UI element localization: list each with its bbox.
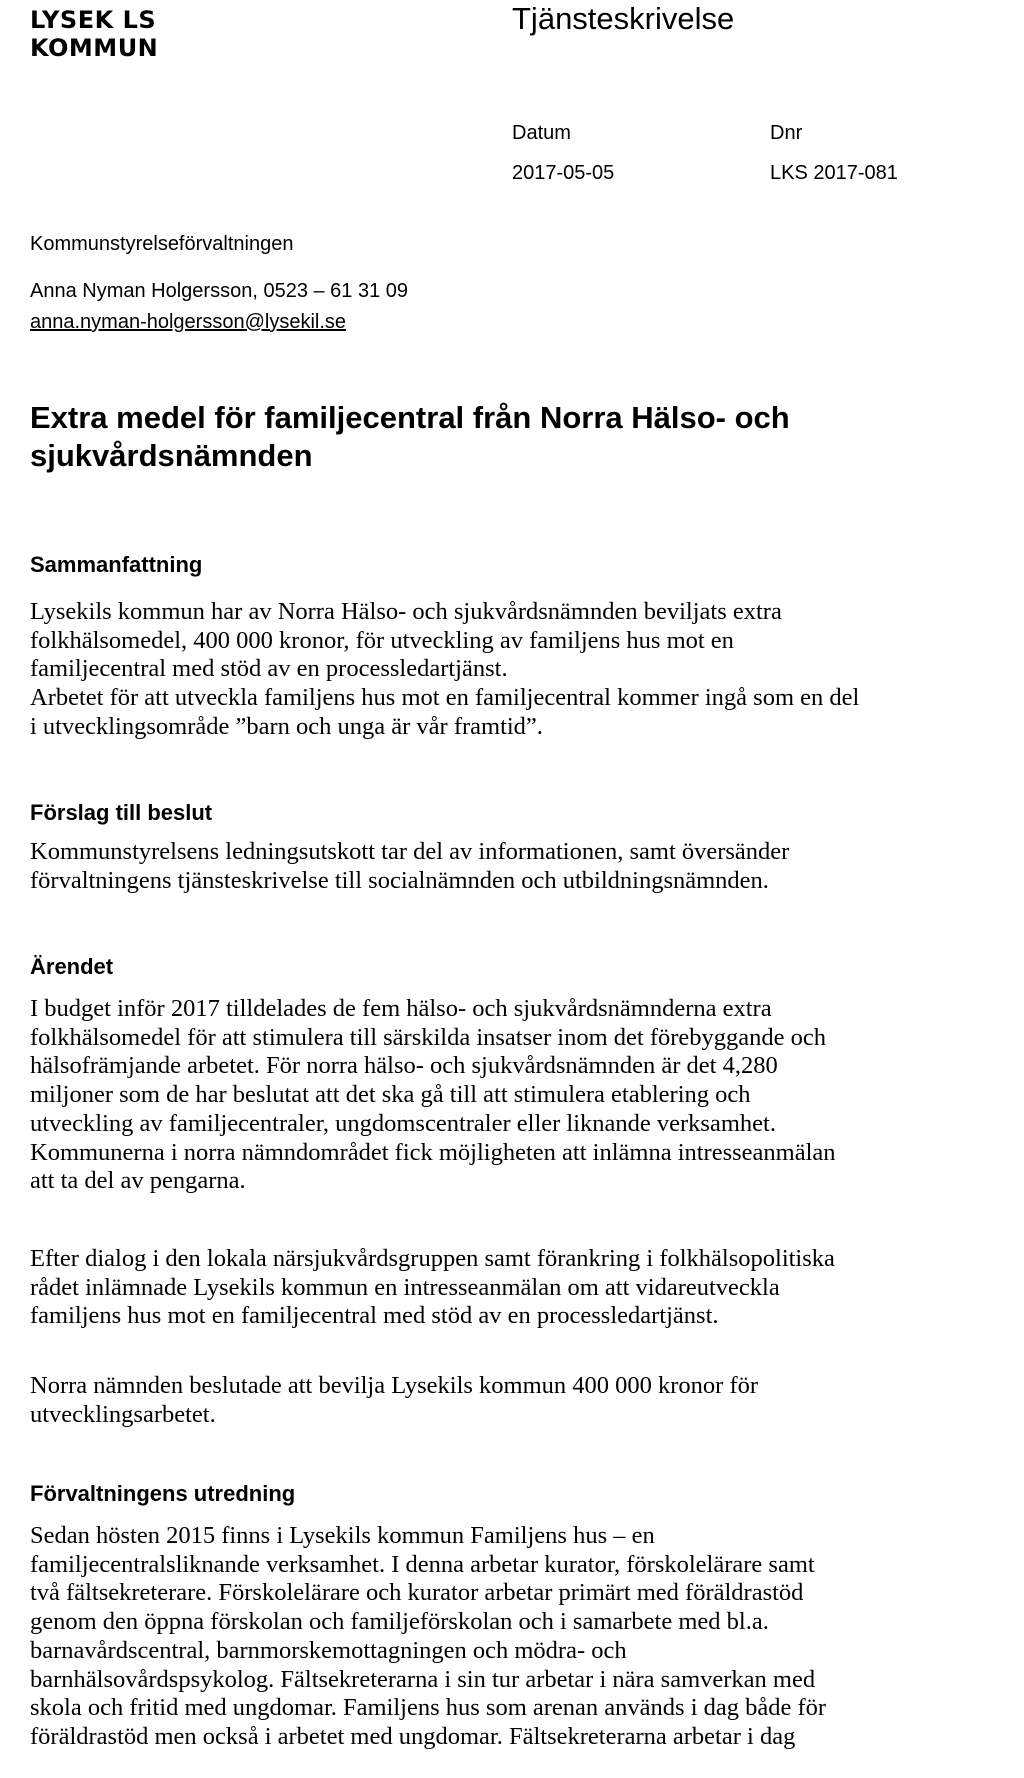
date-value: 2017-05-05: [512, 162, 615, 184]
logo-line-2: KOMMUN: [30, 34, 159, 62]
summary-heading: Sammanfattning: [30, 552, 203, 577]
text-line: genom den öppna förskolan och familjeförskolan och i samarbete med bl.a.: [30, 1608, 769, 1636]
text-line: Norra nämnden beslutade att bevilja Lysekils kommun 400 000 kronor för: [30, 1372, 759, 1399]
matter-paragraph-3: [30, 1372, 1020, 1429]
text-line: I budget inför 2017 tilldelades de fem hälso- och sjukvårdsnämnderna extra: [30, 995, 772, 1022]
text-line: Sedan hösten 2015 finns i Lysekils kommun Familjens hus – en: [30, 1522, 655, 1549]
text-line: Lysekils kommun har av Norra Hälso- och sjukvårdsnämnden beviljats extra: [30, 598, 782, 625]
text-line: utveckling av familjecentraler, ungdomscentraler eller liknande verksamhet.: [30, 1109, 776, 1137]
matter-paragraph-1: [30, 995, 1020, 1196]
contact-line: Anna Nyman Holgersson, 0523 – 61 31 09: [30, 280, 409, 302]
text-line: familjecentralsliknande verksamhet. I denna arbetar kurator, förskolelärare samt: [30, 1550, 815, 1578]
text-line: Arbetet för att utveckla familjens hus mot en familjecentral kommer ingå som en del: [30, 684, 860, 712]
document-title: Extra medel för familjecentral från Norra Hälso- och sjukvårdsnämnden: [30, 400, 790, 473]
text-line: familjecentral med stöd av en processledartjänst.: [30, 655, 508, 683]
text-line: två fältsekreterare. Förskolelärare och kurator arbetar primärt med föräldrastöd: [30, 1579, 804, 1607]
text-line: utvecklingsarbetet.: [30, 1400, 216, 1428]
text-line: barnhälsovårdspsykolog. Fältsekreterarna i sin tur arbetar i nära samverkan med: [30, 1665, 816, 1693]
dnr-label: Dnr: [770, 122, 803, 144]
email-link[interactable]: anna.nyman-holgersson@lysekil.se: [30, 311, 347, 333]
matter-paragraph-2: [30, 1245, 1020, 1331]
text-line: rådet inlämnade Lysekils kommun en intresseanmälan om att vidareutveckla: [30, 1273, 780, 1301]
investigation-paragraph: [30, 1522, 1020, 1752]
text-line: Kommunstyrelsens ledningsutskott tar del av informationen, samt översänder: [30, 838, 790, 865]
text-line: miljoner som de har beslutat att det ska gå till att stimulera etablering och: [30, 1081, 751, 1109]
matter-heading: Ärendet: [30, 954, 114, 979]
text-line: föräldrastöd men också i arbetet med ungdomar. Fältsekreterarna arbetar i dag: [30, 1722, 796, 1750]
text-line: barnavårdscentral, barnmorskemottagningen och mödra- och: [30, 1636, 627, 1664]
dnr-value: LKS 2017-081: [770, 162, 898, 184]
text-line: Efter dialog i den lokala närsjukvårdsgruppen samt förankring i folkhälsopolitiska: [30, 1245, 835, 1272]
text-line: hälsofrämjande arbetet. För norra hälso- och sjukvårdsnämnden är det 4,280: [30, 1052, 778, 1080]
document-type: Tjänsteskrivelse: [512, 1, 735, 36]
date-label: Datum: [512, 122, 571, 144]
text-line: folkhälsomedel, 400 000 kronor, för utveckling av familjens hus mot en: [30, 626, 734, 654]
text-line: förvaltningens tjänsteskrivelse till socialnämnden och utbildningsnämnden.: [30, 866, 769, 894]
summary-paragraph: [30, 598, 1020, 742]
text-line: Kommunerna i norra nämndområdet fick möjligheten att inlämna intresseanmälan: [30, 1138, 836, 1166]
text-line: skola och fritid med ungdomar. Familjens hus som arenan används i dag både för: [30, 1694, 827, 1722]
logo-line-1: LYSEK LS: [30, 6, 157, 34]
proposal-paragraph: [30, 838, 1020, 895]
text-line: att ta del av pengarna.: [30, 1167, 246, 1195]
text-line: i utvecklingsområde ”barn och unga är vår framtid”.: [30, 712, 543, 740]
department: Kommunstyrelseförvaltningen: [30, 233, 294, 255]
proposal-heading: Förslag till beslut: [30, 800, 213, 825]
text-line: folkhälsomedel för att stimulera till särskilda insatser inom det förebyggande och: [30, 1023, 827, 1051]
municipality-logo: [30, 6, 158, 62]
text-line: familjens hus mot en familjecentral med stöd av en processledartjänst.: [30, 1302, 719, 1330]
investigation-heading: Förvaltningens utredning: [30, 1481, 296, 1506]
